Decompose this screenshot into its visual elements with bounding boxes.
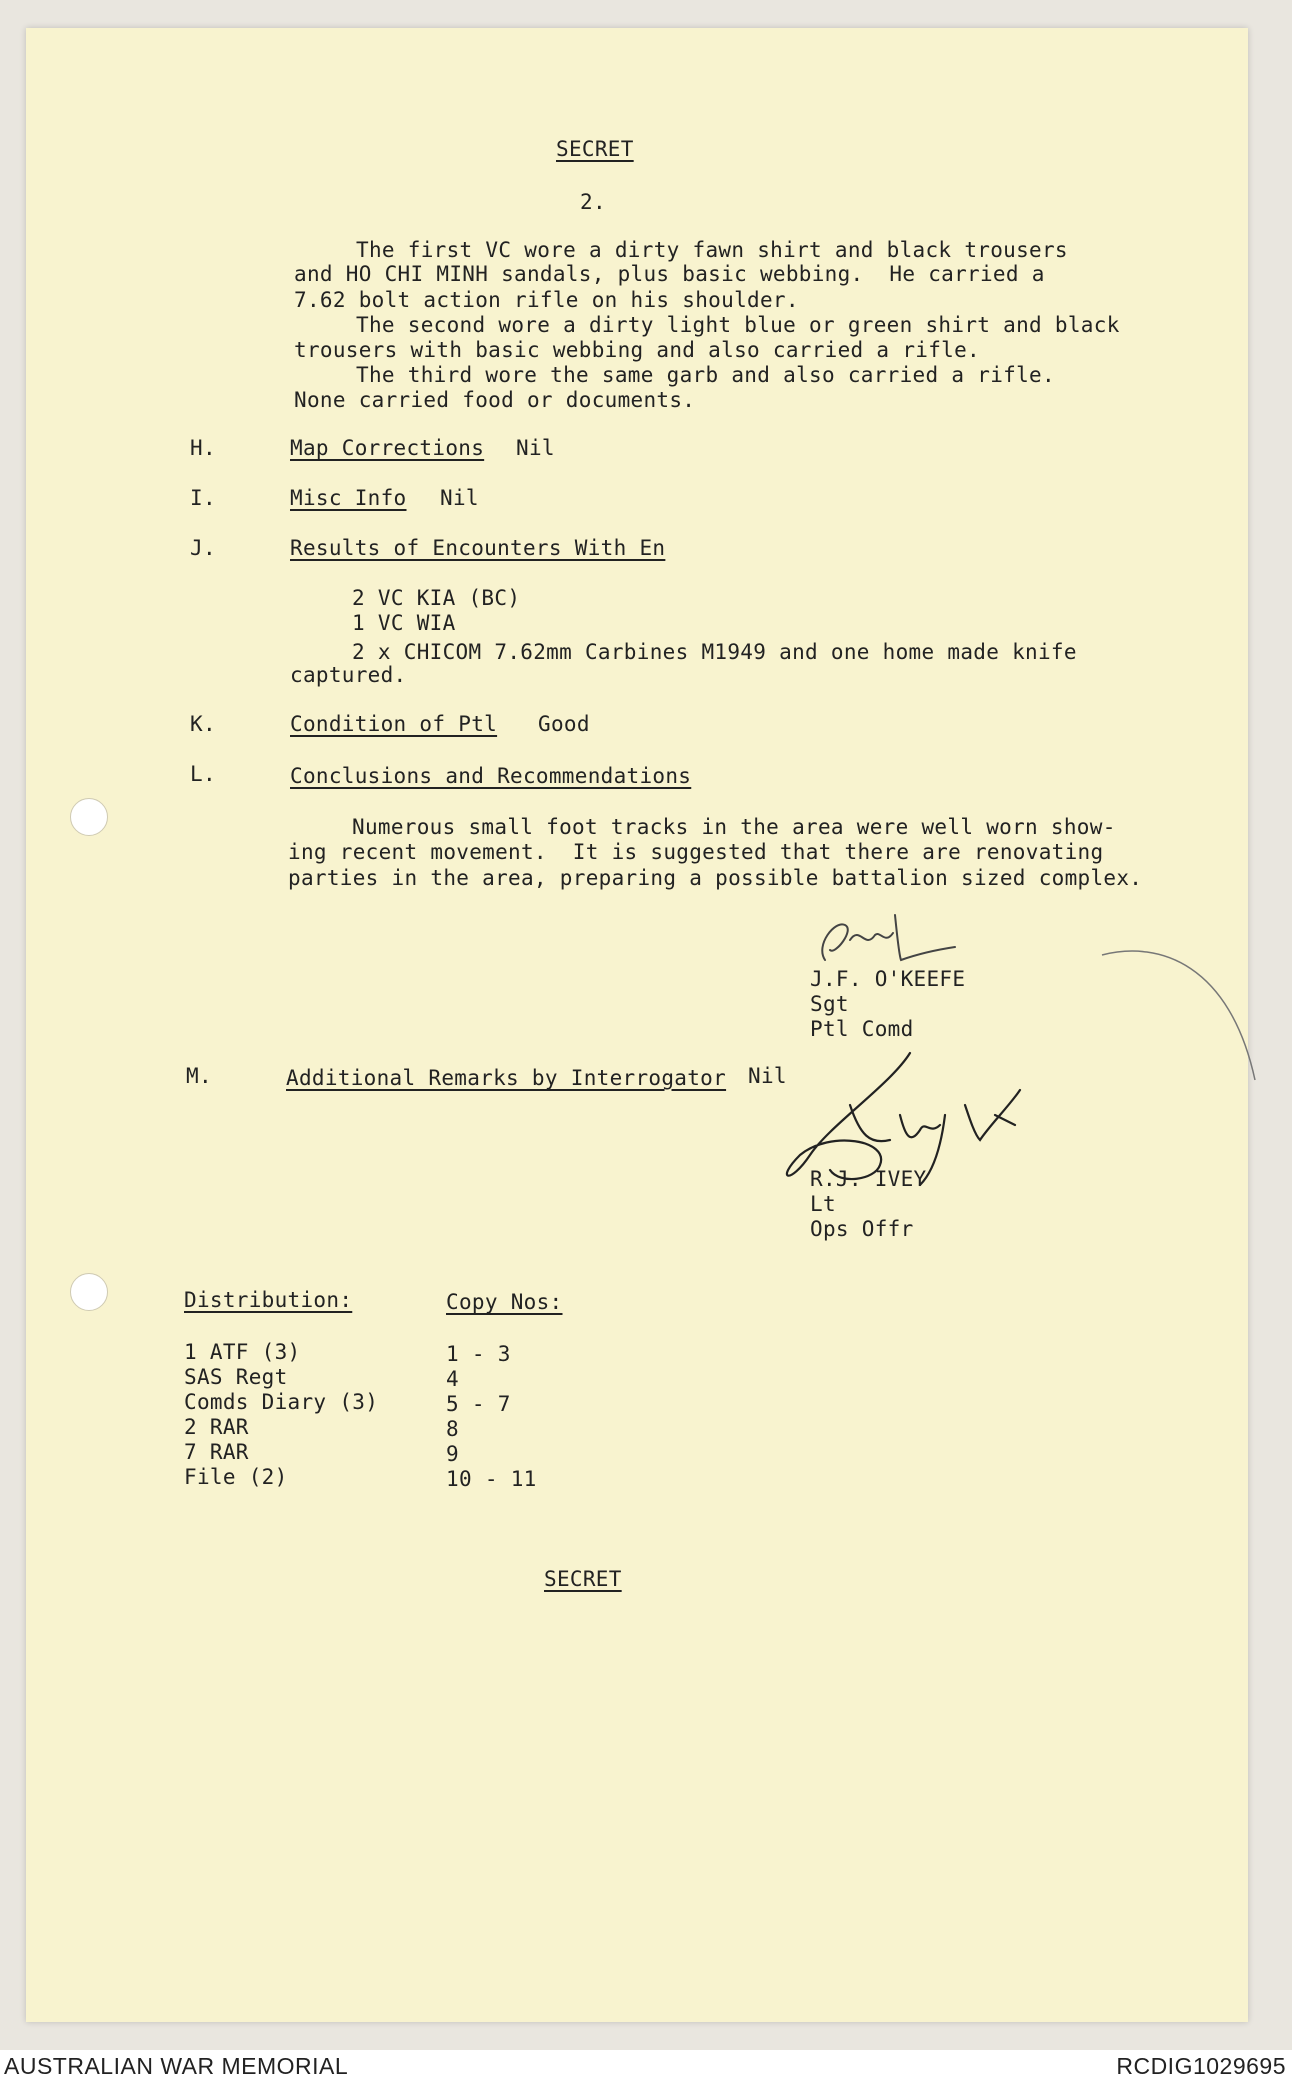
copy-nos-heading: Copy Nos: (446, 1290, 563, 1314)
intro-line: The third wore the same garb and also carried a rifle. (356, 363, 1055, 387)
signature-okeefe (805, 905, 965, 975)
signatory-okeefe-rank: Sgt (810, 992, 849, 1016)
section-value-map-corrections: Nil (516, 436, 555, 460)
distribution-recipient: Comds Diary (3) (184, 1390, 379, 1414)
distribution-recipient: 1 ATF (3) (184, 1340, 301, 1364)
intro-line: None carried food or documents. (294, 388, 696, 412)
footer-classification: SECRET (544, 1567, 622, 1591)
distribution-recipient: SAS Regt (184, 1365, 288, 1389)
distribution-copies: 1 - 3 (446, 1342, 511, 1366)
section-letter-h: H. (190, 436, 216, 460)
intro-line: The second wore a dirty light blue or green shirt and black (356, 313, 1120, 337)
distribution-recipient: 7 RAR (184, 1440, 249, 1464)
distribution-copies: 5 - 7 (446, 1392, 511, 1416)
page-number: 2. (580, 190, 606, 214)
results-line: 2 VC KIA (BC) (352, 586, 521, 610)
conclusions-line: ing recent movement. It is suggested that there are renovating (288, 840, 1104, 864)
results-line: captured. (290, 663, 407, 687)
section-value-condition: Good (538, 712, 590, 736)
section-letter-k: K. (190, 712, 216, 736)
conclusions-line: parties in the area, preparing a possible battalion sized complex. (288, 866, 1143, 890)
section-heading-map-corrections: Map Corrections (290, 436, 485, 460)
distribution-copies: 8 (446, 1417, 459, 1441)
section-heading-results: Results of Encounters With En (290, 536, 666, 560)
signatory-okeefe-name: J.F. O'KEEFE (810, 967, 966, 991)
section-letter-m: M. (186, 1064, 212, 1088)
section-heading-conclusions: Conclusions and Recommendations (290, 764, 692, 788)
distribution-copies: 9 (446, 1442, 459, 1466)
intro-line: 7.62 bolt action rifle on his shoulder. (294, 288, 799, 312)
results-line: 1 VC WIA (352, 611, 456, 635)
section-heading-condition: Condition of Ptl (290, 712, 498, 736)
section-letter-j: J. (190, 536, 216, 560)
section-letter-i: I. (190, 486, 216, 510)
distribution-copies: 10 - 11 (446, 1467, 537, 1491)
results-line: 2 x CHICOM 7.62mm Carbines M1949 and one home made knife (352, 640, 1077, 664)
section-letter-l: L. (190, 762, 216, 786)
signatory-ivey-rank: Lt (810, 1192, 836, 1216)
distribution-heading: Distribution: (184, 1288, 353, 1312)
archive-item-id: RCDIG1029695 (1116, 2053, 1286, 2079)
intro-line: The first VC wore a dirty fawn shirt and black trousers (356, 238, 1068, 262)
punch-hole-bottom (70, 1273, 108, 1311)
distribution-copies: 4 (446, 1367, 459, 1391)
section-heading-additional-remarks: Additional Remarks by Interrogator (286, 1066, 727, 1090)
archive-footer (0, 2050, 1292, 2082)
section-value-additional-remarks: Nil (748, 1064, 787, 1088)
distribution-recipient: File (2) (184, 1465, 288, 1489)
intro-line: trousers with basic webbing and also carried a rifle. (294, 338, 980, 362)
archive-institution: AUSTRALIAN WAR MEMORIAL (4, 2053, 349, 2079)
intro-line: and HO CHI MINH sandals, plus basic webbing. He carried a (294, 262, 1045, 286)
section-heading-misc-info: Misc Info (290, 486, 407, 510)
conclusions-line: Numerous small foot tracks in the area were well worn show- (352, 815, 1116, 839)
header-classification: SECRET (556, 137, 634, 161)
signatory-ivey-role: Ops Offr (810, 1217, 914, 1241)
distribution-recipient: 2 RAR (184, 1415, 249, 1439)
signatory-ivey-name: R.J. IVEY (810, 1167, 927, 1191)
signatory-okeefe-role: Ptl Comd (810, 1017, 914, 1041)
punch-hole-top (70, 798, 108, 836)
section-value-misc-info: Nil (440, 486, 479, 510)
paper-edge-curve (1100, 945, 1260, 1085)
